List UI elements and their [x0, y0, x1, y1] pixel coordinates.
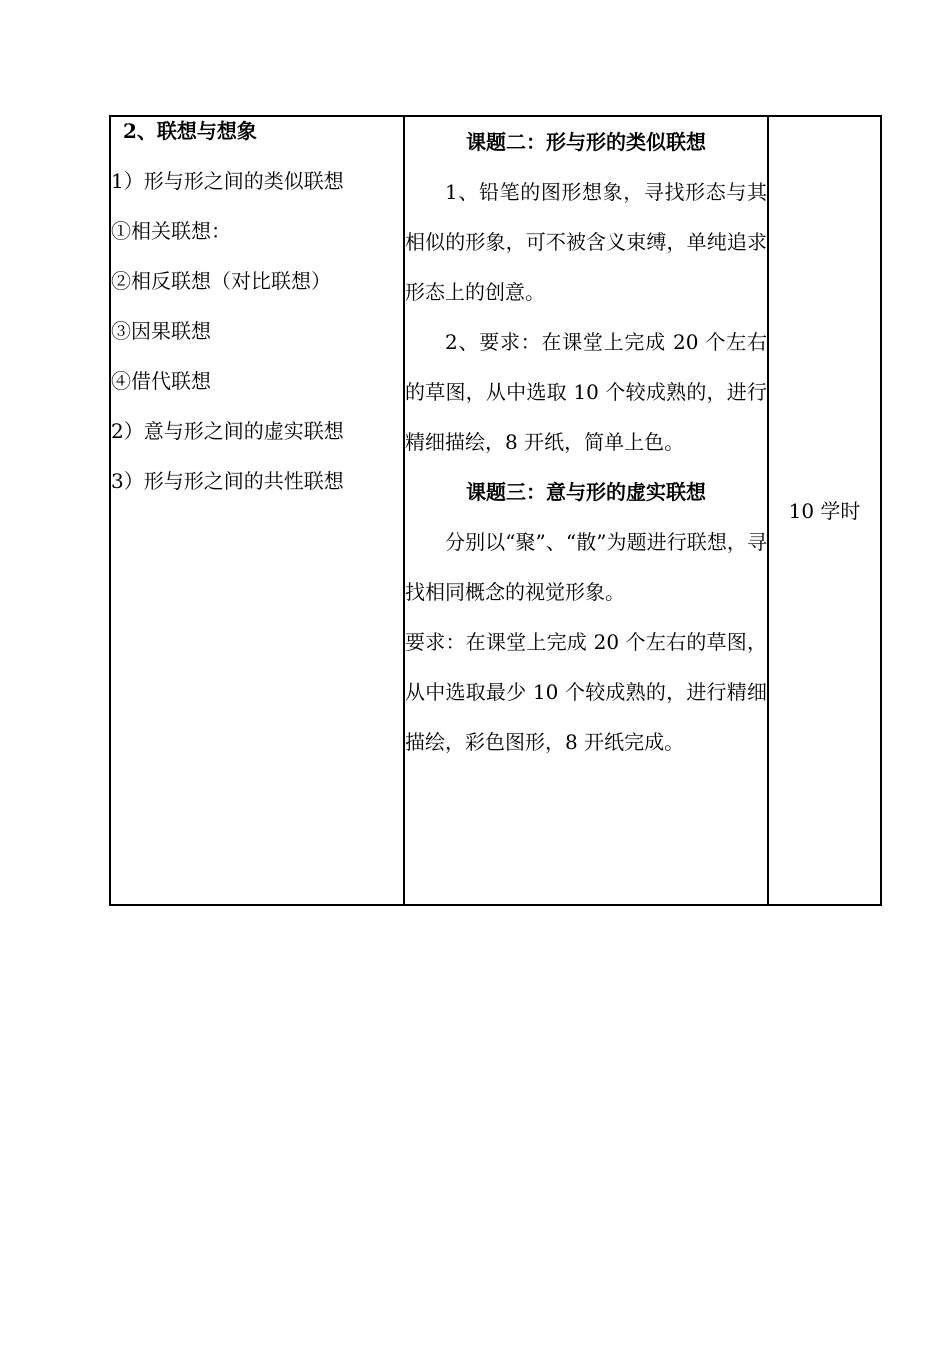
- assignment-cell: [404, 116, 768, 905]
- hours-value: 10 学时: [788, 498, 861, 523]
- outline-item-3: ②相反联想（对比联想）: [111, 269, 331, 293]
- outline-item-1: 1）形与形之间的类似联想: [111, 169, 344, 193]
- section-heading: 2、联想与想象: [123, 119, 257, 143]
- table-row: [110, 116, 881, 905]
- outline-item-7: 3）形与形之间的共性联想: [111, 469, 344, 493]
- hours-cell: [768, 116, 881, 905]
- outline-item-6: 2）意与形之间的虚实联想: [111, 419, 344, 443]
- course-table: [109, 115, 882, 906]
- outline-item-5: ④借代联想: [111, 369, 211, 393]
- topic-3-title: 课题三：意与形的虚实联想: [466, 480, 706, 504]
- outline-item-2: ①相关联想：: [111, 219, 231, 243]
- topic-2-paragraph-1: 1、铅笔的图形想象，寻找形态与其相似的形象，可不被含义束缚，单纯追求形态上的创意。: [405, 180, 767, 304]
- topic-3-paragraph-1: 分别以“聚”、“散”为题进行联想，寻找相同概念的视觉形象。: [405, 530, 767, 604]
- content-outline-cell: [110, 116, 404, 905]
- topic-2-paragraph-2: 2、要求：在课堂上完成 20 个左右的草图，从中选取 10 个较成熟的，进行精细描绘，8 开纸，简单上色。: [405, 330, 767, 454]
- topic-2-title: 课题二：形与形的类似联想: [466, 130, 706, 154]
- outline-item-4: ③因果联想: [111, 319, 211, 343]
- topic-3-paragraph-2: 要求：在课堂上完成 20 个左右的草图，从中选取最少 10 个较成熟的，进行精细描绘，彩色图形，8 开纸完成。: [405, 630, 767, 754]
